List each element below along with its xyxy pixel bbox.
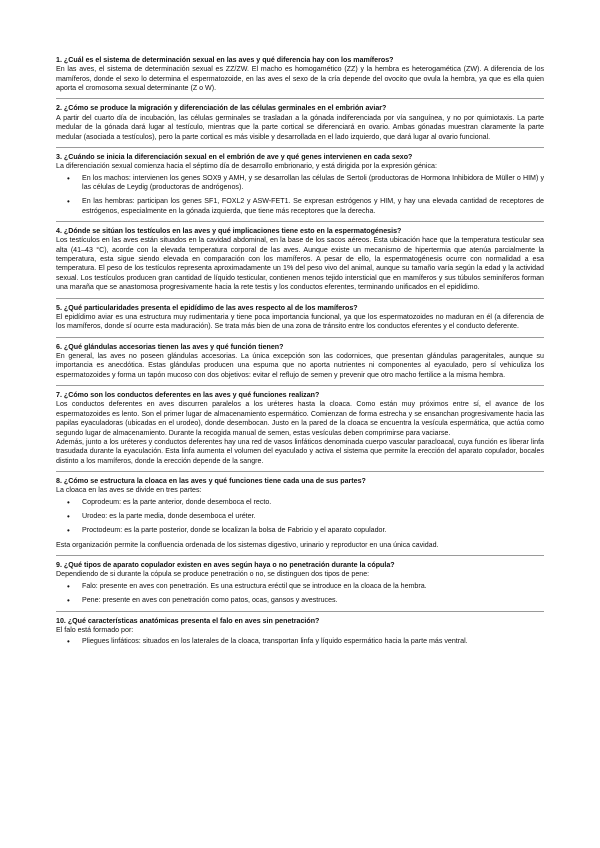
question-title: 2. ¿Cómo se produce la migración y diferenciación de las células germinales en el embrión aviar?: [56, 104, 387, 113]
list-item: • Falo: presente en aves con penetración. Es una estructura eréctil que se introduce en la cloaca de la hembra.: [56, 582, 544, 591]
document-page: [56, 56, 544, 652]
question-block-7: [56, 391, 544, 466]
answer-intro: El falo está formado por:: [56, 625, 134, 634]
answer-paragraph: En general, las aves no poseen glándulas accesorias. La única excepción son las codornices, que presentan glándulas paragenitales, aunque su importancia es anecdótica. Estas glándulas producen una espuma que no aporta nutrientes ni componentes al eyaculado, pero sí vehiculiza los espermatozoides y forma un tapón mucoso con dos objetivos: evitar el reflujo de semen y prevenir que otro macho fertilice a la misma hembra.: [56, 351, 544, 379]
answer-conclusion: Esta organización permite la confluencia ordenada de los sistemas digestivo, urinario y reproductor en una única cavidad.: [56, 540, 439, 549]
section-divider: [56, 555, 544, 556]
answer-paragraph: En las aves, el sistema de determinación sexual es ZZ/ZW. El macho es homogamético (ZZ) y la hembra es heterogamética (ZW). A diferencia de los mamíferos, donde el sexo lo determina el espermatozoide, en las aves el sexo de la cría depende del ovocito que ovula la hembra, ya que es ella quien aporta el cromosoma sexual determinante (Z o W).: [56, 65, 544, 93]
section-divider: [56, 298, 544, 299]
answer-paragraph: A partir del cuarto día de incubación, las células germinales se trasladan a la gónada indiferenciada por vía sanguínea, y no por quimiotaxis. La parte medular de la gónada dará lugar al testículo, mientras que la parte cortical se diferenciará en ovario. Ambas gónadas muestran claramente la parte medular (asociada a testículos), pero la parte cortical es más visible y desarrollada en el lado izquierdo, que dará lugar al ovario funcional.: [56, 113, 544, 141]
section-divider: [56, 385, 544, 386]
section-divider: [56, 98, 544, 99]
question-title: 5. ¿Qué particularidades presenta el epidídimo de las aves respecto al de los mamíferos?: [56, 303, 358, 312]
question-block-3: [56, 153, 544, 216]
list-item: • Pliegues linfáticos: situados en los laterales de la cloaca, transportan linfa y líquido espermático hacia la parte más ventral.: [56, 637, 544, 646]
question-title: 6. ¿Qué glándulas accesorias tienen las aves y qué función tienen?: [56, 342, 284, 351]
question-block-9: [56, 561, 544, 605]
question-block-8: [56, 477, 544, 550]
question-title: 10. ¿Qué características anatómicas presenta el falo en aves sin penetración?: [56, 616, 320, 625]
section-divider: [56, 337, 544, 338]
question-title: 1. ¿Cuál es el sistema de determinación sexual en las aves y qué diferencia hay con los mamíferos?: [56, 56, 394, 64]
answer-paragraph: Los testículos en las aves están situados en la cavidad abdominal, en la base de los sacos aéreos. Esta ubicación hace que la temperatura testicular sea alta (41–43 °C), acorde con la elevada temperatura corporal de las aves. Aunque existe un mecanismo de hipertermia que atenúa parcialmente la temperatura, esta sigue siendo elevada en comparación con los mamíferos. A pesar de ello, la espermatogénesis ocurre con normalidad a esa temperatura. El peso de los testículos representa aproximadamente un 1% del peso vivo del animal, aunque su tamaño varía según la edad y la actividad sexual. Los testículos producen gran cantidad de líquido testicular, contienen menos tejido intersticial que en mamíferos y sus túbulos seminíferos forman una maraña que se anastomosa progresivamente hacia la rete testis y los conductos eferentes, terminando unificados en el epidídimo.: [56, 236, 544, 292]
list-item: • Urodeo: es la parte media, donde desemboca el uréter.: [56, 512, 544, 521]
question-block-2: [56, 104, 544, 141]
section-divider: [56, 221, 544, 222]
answer-paragraph: El epidídimo aviar es una estructura muy rudimentaria y tiene poca importancia funcional, ya que los espermatozoides no maduran en él (a diferencia de los mamíferos, donde sí ocurre esta maduración). Se trata más bien de una zona de tránsito entre los conductos eferentes y el conducto deferente.: [56, 312, 544, 331]
bullet-list: [56, 637, 544, 646]
answer-intro: La diferenciación sexual comienza hacia el séptimo día de desarrollo embrionario, y está dirigida por la expresión génica:: [56, 162, 437, 171]
question-title: 8. ¿Cómo se estructura la cloaca en las aves y qué funciones tiene cada una de sus partes?: [56, 476, 366, 485]
section-divider: [56, 147, 544, 148]
question-block-1: [56, 56, 544, 93]
section-divider: [56, 611, 544, 612]
question-title: 4. ¿Dónde se sitúan los testículos en las aves y qué implicaciones tiene esto en la espermatogénesis?: [56, 227, 402, 236]
bullet-list: [56, 582, 544, 606]
answer-paragraph: Los conductos deferentes en aves discurren paralelos a los uréteres hasta la cloaca. Como están muy próximos entre sí, el avance de los espermatozoides es lento. Son el primer lugar de almacenamiento espermático. Comienzan de forma estrecha y se ensanchan progresivamente hacia las papilas eyaculadoras (ubicadas en el urodeo), donde desembocan. Justo en la pared de la cloaca se encuentra la vesícula espermática, que actúa como segundo lugar de almacenamiento. Durante la recogida manual de semen, estas vesículas deben comprimirse para vaciarse.: [56, 400, 544, 437]
answer-paragraph: Además, junto a los uréteres y conductos deferentes hay una red de vasos linfáticos denominada cuerpo vascular paracloacal, cuya función es liberar linfa trasudada durante la eyaculación. Esta linfa aumenta el volumen del eyaculado y activa el sistema que permite la erección del aparato copulador, bocales distinto a los mamíferos, donde la erección depende de la sangre.: [56, 437, 544, 465]
list-item: • Coprodeum: es la parte anterior, donde desemboca el recto.: [56, 498, 544, 507]
question-block-4: [56, 227, 544, 293]
answer-intro: Dependiendo de si durante la cópula se produce penetración o no, se distinguen dos tipos de pene:: [56, 570, 370, 579]
question-title: 7. ¿Cómo son los conductos deferentes en las aves y qué funciones realizan?: [56, 391, 320, 400]
question-block-6: [56, 343, 544, 380]
question-title: 3. ¿Cuándo se inicia la diferenciación sexual en el embrión de ave y qué genes intervienen en cada sexo?: [56, 152, 413, 161]
list-item: • Pene: presente en aves con penetración como patos, ocas, gansos y avestruces.: [56, 596, 544, 605]
question-block-5: [56, 304, 544, 332]
list-item: • En los machos: intervienen los genes SOX9 y AMH, y se desarrollan las células de Sertoli (productoras de Hormona Inhibidora de Müller o HIM) y las células de Leydig (productoras de andrógenos).: [56, 174, 544, 193]
bullet-list: [56, 498, 544, 536]
section-divider: [56, 471, 544, 472]
question-block-10: [56, 617, 544, 647]
answer-intro: La cloaca en las aves se divide en tres partes:: [56, 486, 202, 495]
list-item: • En las hembras: participan los genes SF1, FOXL2 y ASW-FET1. Se expresan estrógenos y HIM, y hay una elevada cantidad de receptores de estrógenos, especialmente en la gónada izquierda, que tiene más receptores que la derecha.: [56, 197, 544, 216]
list-item: • Proctodeum: es la parte posterior, donde se localizan la bolsa de Fabricio y el aparato copulador.: [56, 526, 544, 535]
question-title: 9. ¿Qué tipos de aparato copulador existen en aves según haya o no penetración durante la cópula?: [56, 561, 395, 570]
bullet-list: [56, 174, 544, 216]
